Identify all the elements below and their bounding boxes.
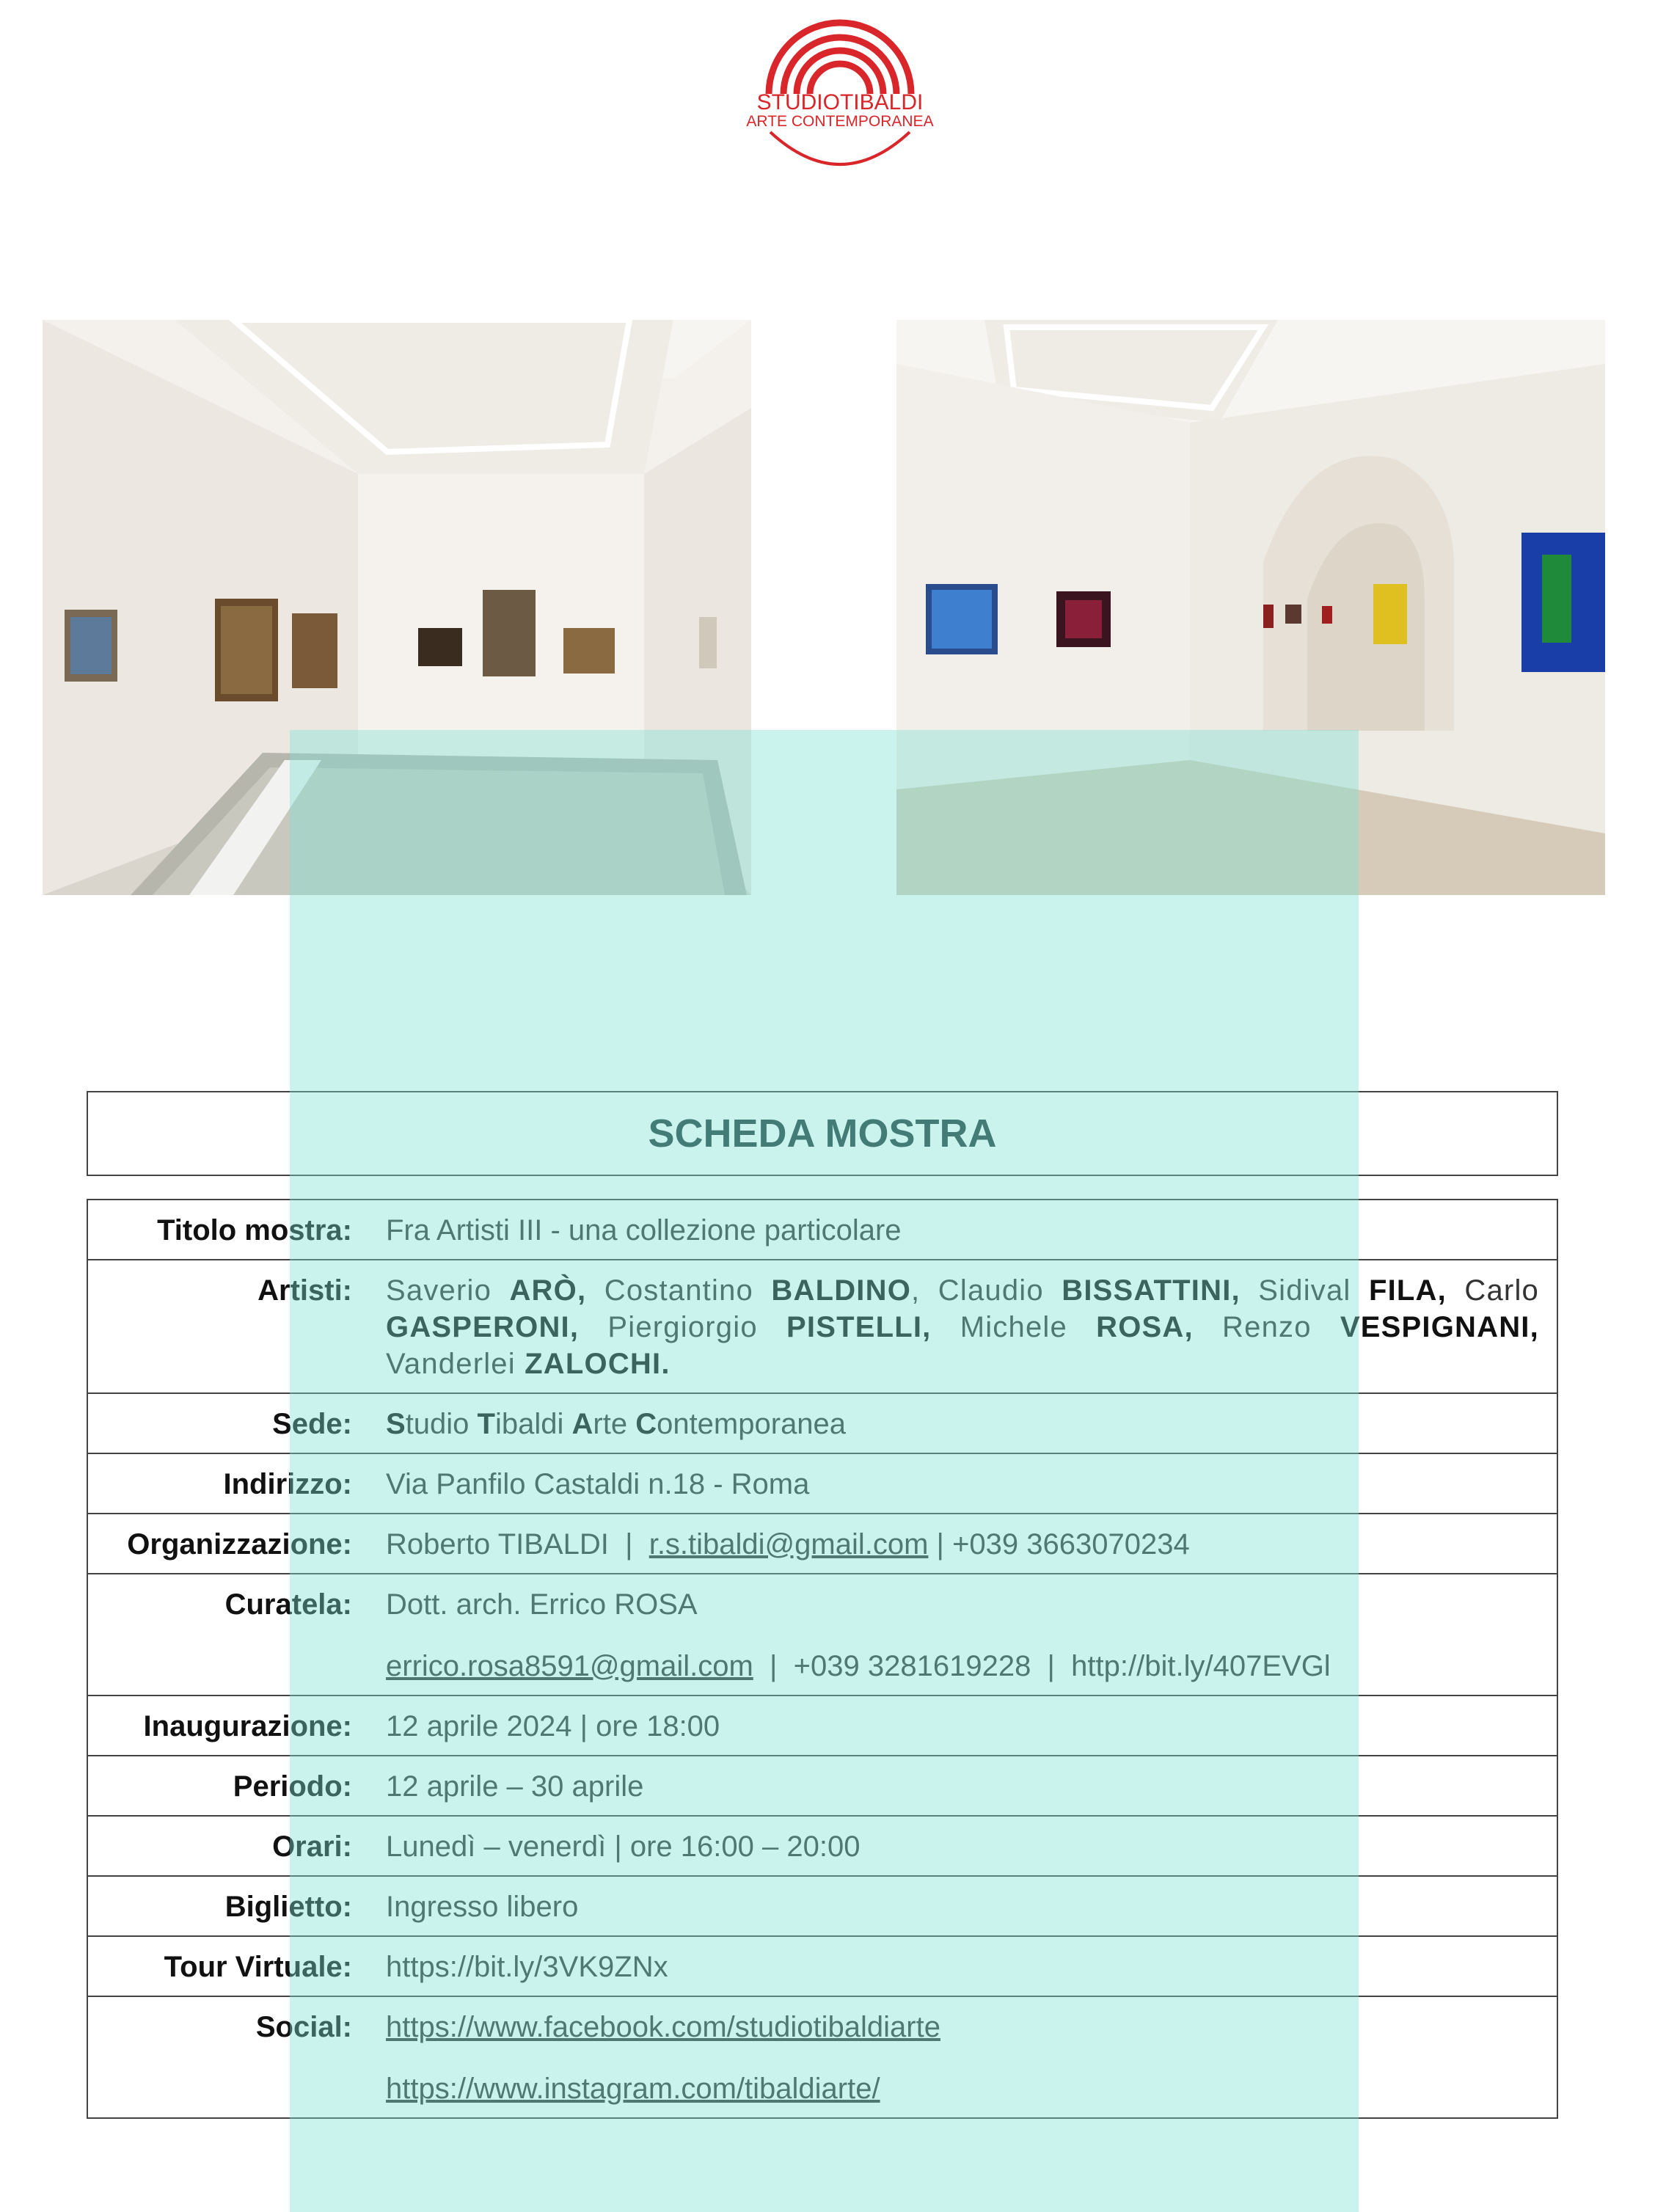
table-row — [87, 1393, 1557, 1453]
artist-surname: BISSATTINI — [1062, 1274, 1232, 1307]
artist-surname: ARÒ — [509, 1274, 577, 1307]
gallery-photo-right — [896, 320, 1605, 895]
exhibition-info-table — [87, 1199, 1558, 2119]
exhibition-title: Fra Artisti III - una collezione particolare — [352, 1200, 1557, 1260]
artist-surname: FILA — [1368, 1274, 1438, 1307]
organization-value: Roberto TIBALDI | r.s.tibaldi@gmail.com | +039 3663070234 — [352, 1514, 1557, 1574]
logo-subtitle: ARTE CONTEMPORANEA — [746, 113, 934, 130]
table-row — [87, 1695, 1557, 1756]
row-label: Artisti: — [87, 1260, 352, 1393]
organizer-name: Roberto TIBALDI — [386, 1528, 609, 1561]
hours-value: Lunedì – venerdì | ore 16:00 – 20:00 — [352, 1816, 1557, 1876]
venue-value — [352, 1393, 1557, 1453]
organizer-email-link[interactable]: r.s.tibaldi@gmail.com — [649, 1528, 929, 1561]
row-label: Biglietto: — [87, 1876, 352, 1936]
row-label: Inaugurazione: — [87, 1695, 352, 1756]
table-row — [87, 1260, 1557, 1393]
rainbow-arch-icon — [748, 0, 932, 169]
gallery-photo-left — [43, 320, 751, 895]
studio-tibaldi-logo — [734, 0, 946, 172]
address-value: Via Panfilo Castaldi n.18 - Roma — [352, 1453, 1557, 1514]
artist-surname: ROSA — [1096, 1311, 1185, 1343]
period-value: 12 aprile – 30 aprile — [352, 1756, 1557, 1816]
scheda-title-box — [87, 1091, 1558, 1176]
row-label: Social: — [87, 1996, 352, 2118]
row-label: Orari: — [87, 1816, 352, 1876]
social-value — [352, 1996, 1557, 2118]
row-label: Titolo mostra: — [87, 1200, 352, 1260]
curator-email-link[interactable]: errico.rosa8591@gmail.com — [386, 1650, 753, 1682]
table-row — [87, 1200, 1557, 1260]
row-label: Indirizzo: — [87, 1453, 352, 1514]
instagram-link[interactable]: https://www.instagram.com/tibaldiarte/ — [386, 2073, 880, 2105]
artists-list: Saverio ARÒ, Costantino BALDINO, Claudio BISSATTINI, Sidival FILA, Carlo GASPERONI, Piergiorgio PISTELLI, Michele ROSA, Renzo VESPIGNANI, Vanderlei ZALOCHI. — [352, 1260, 1557, 1393]
artist-surname: GASPERONI — [386, 1311, 570, 1343]
table-row — [87, 1936, 1557, 1996]
row-label: Tour Virtuale: — [87, 1936, 352, 1996]
virtual-tour-link[interactable]: https://bit.ly/3VK9ZNx — [352, 1936, 1557, 1996]
table-row — [87, 1453, 1557, 1514]
facebook-link[interactable]: https://www.facebook.com/studiotibaldiarte — [386, 2011, 940, 2043]
table-row — [87, 1816, 1557, 1876]
table-row — [87, 1876, 1557, 1936]
organizer-phone: +039 3663070234 — [952, 1528, 1190, 1561]
table-row — [87, 1574, 1557, 1695]
row-label: Sede: — [87, 1393, 352, 1453]
row-label: Organizzazione: — [87, 1514, 352, 1574]
curator-phone: +039 3281619228 — [793, 1650, 1031, 1682]
curator-name: Dott. arch. Errico ROSA — [386, 1588, 698, 1621]
logo-name: STUDIOTIBALDI — [756, 90, 924, 114]
curator-url[interactable]: http://bit.ly/407EVGl — [1071, 1650, 1331, 1682]
table-row — [87, 1996, 1557, 2118]
table-row — [87, 1514, 1557, 1574]
opening-value: 12 aprile 2024 | ore 18:00 — [352, 1695, 1557, 1756]
artist-surname: BALDINO — [771, 1274, 912, 1307]
artist-surname: ZALOCHI. — [525, 1348, 671, 1380]
curator-value: Dott. arch. Errico ROSA errico.rosa8591@gmail.com | +039 3281619228 | http://bit.ly/407EVGl — [352, 1574, 1557, 1695]
row-label: Periodo: — [87, 1756, 352, 1816]
ticket-value: Ingresso libero — [352, 1876, 1557, 1936]
venue-name: Studio Tibaldi Arte Contemporanea — [386, 1408, 847, 1440]
table-row — [87, 1756, 1557, 1816]
row-label: Curatela: — [87, 1574, 352, 1695]
page-title: SCHEDA MOSTRA — [648, 1112, 997, 1156]
artist-surname: VESPIGNANI — [1340, 1311, 1530, 1343]
artist-surname: PISTELLI — [786, 1311, 923, 1343]
